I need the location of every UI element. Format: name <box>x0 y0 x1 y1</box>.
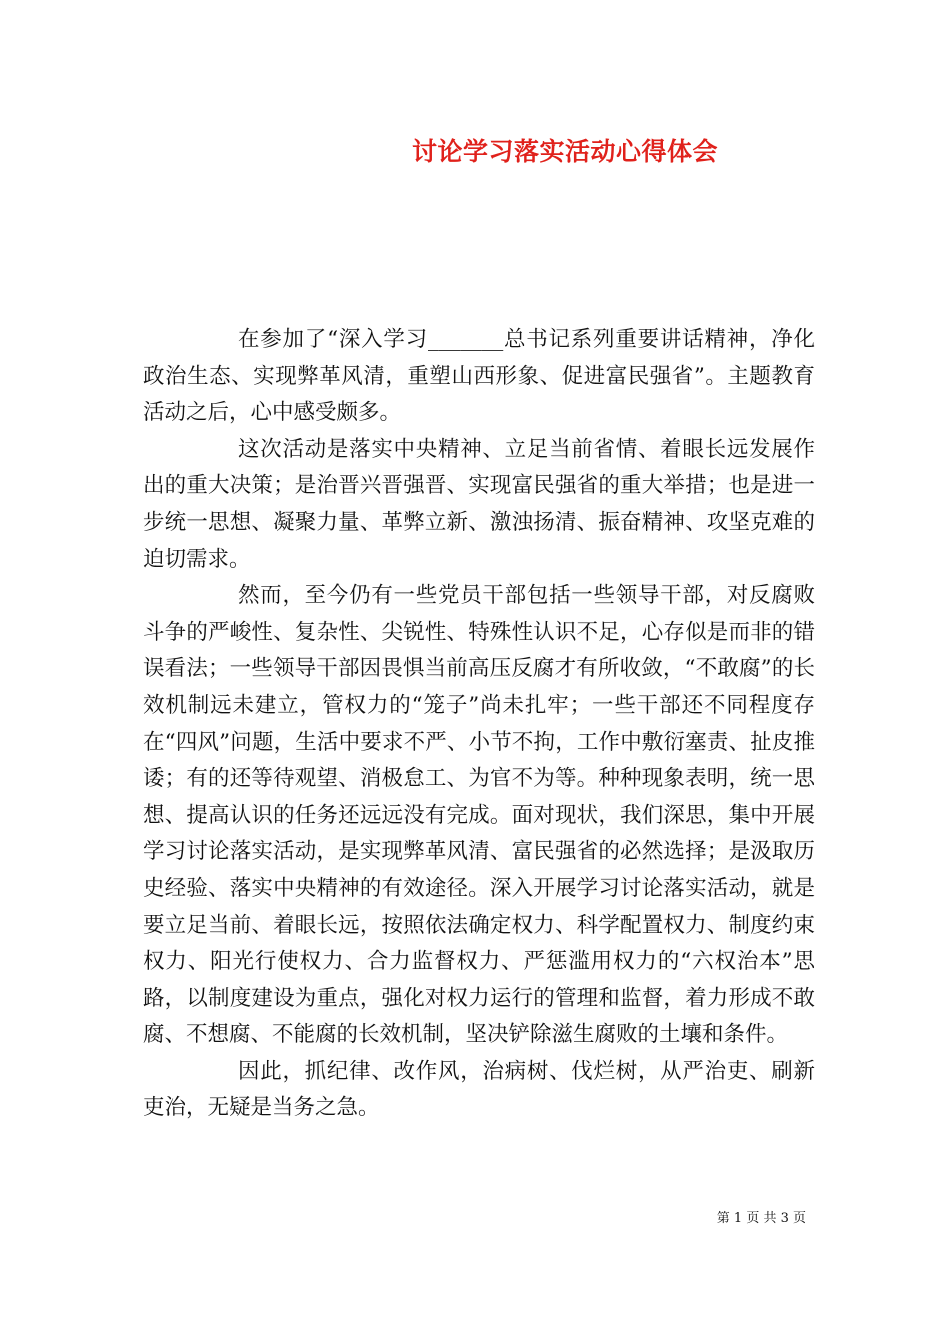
page-number-footer: 第 1 页 共 3 页 <box>716 1211 806 1226</box>
document-body <box>143 322 815 1127</box>
paragraph-4: 因此，抓纪律、改作风，治病树、伐烂树，从严治吏、刷新吏治，无疑是当务之急。 <box>143 1058 815 1121</box>
paragraph-3: 然而，至今仍有一些党员干部包括一些领导干部，对反腐败斗争的严峻性、复杂性、尖锐性、特殊性认识不足，心存似是而非的错误看法；一些领导干部因畏惧当前高压反腐才有所收敛，“不敢腐”的长效机制远未建立，管权力的“笼子”尚未扎牢；一些干部还不同程度存在“四风”问题，生活中要求不严、小节不拘，工作中敷衍塞责、扯皮推诿；有的还等待观望、消极怠工、为官不为等。种种现象表明，统一思想、提高认识的任务还远远没有完成。面对现状，我们深思，集中开展学习讨论落实活动，是实现弊革风清、富民强省的必然选择；是汲取历史经验、落实中央精神的有效途径。深入开展学习讨论落实活动，就是要立足当前、着眼长远，按照依法确定权力、科学配置权力、制度约束权力、阳光行使权力、合力监督权力、严惩滥用权力的“六权治本”思路，以制度建设为重点，强化对权力运行的管理和监督，着力形成不敢腐、不想腐、不能腐的长效机制，坚决铲除滋生腐败的土壤和条件。 <box>143 583 815 1048</box>
document-title: 讨论学习落实活动心得体会 <box>412 137 719 166</box>
paragraph-1: 在参加了“深入学习_______总书记系列重要讲话精神，净化政治生态、实现弊革风清，重塑山西形象、促进富民强省”。主题教育活动之后，心中感受颇多。 <box>143 327 815 426</box>
paragraph-2: 这次活动是落实中央精神、立足当前省情、着眼长远发展作出的重大决策；是治晋兴晋强晋、实现富民强省的重大举措；也是进一步统一思想、凝聚力量、革弊立新、激浊扬清、振奋精神、攻坚克难的迫切需求。 <box>143 436 815 572</box>
